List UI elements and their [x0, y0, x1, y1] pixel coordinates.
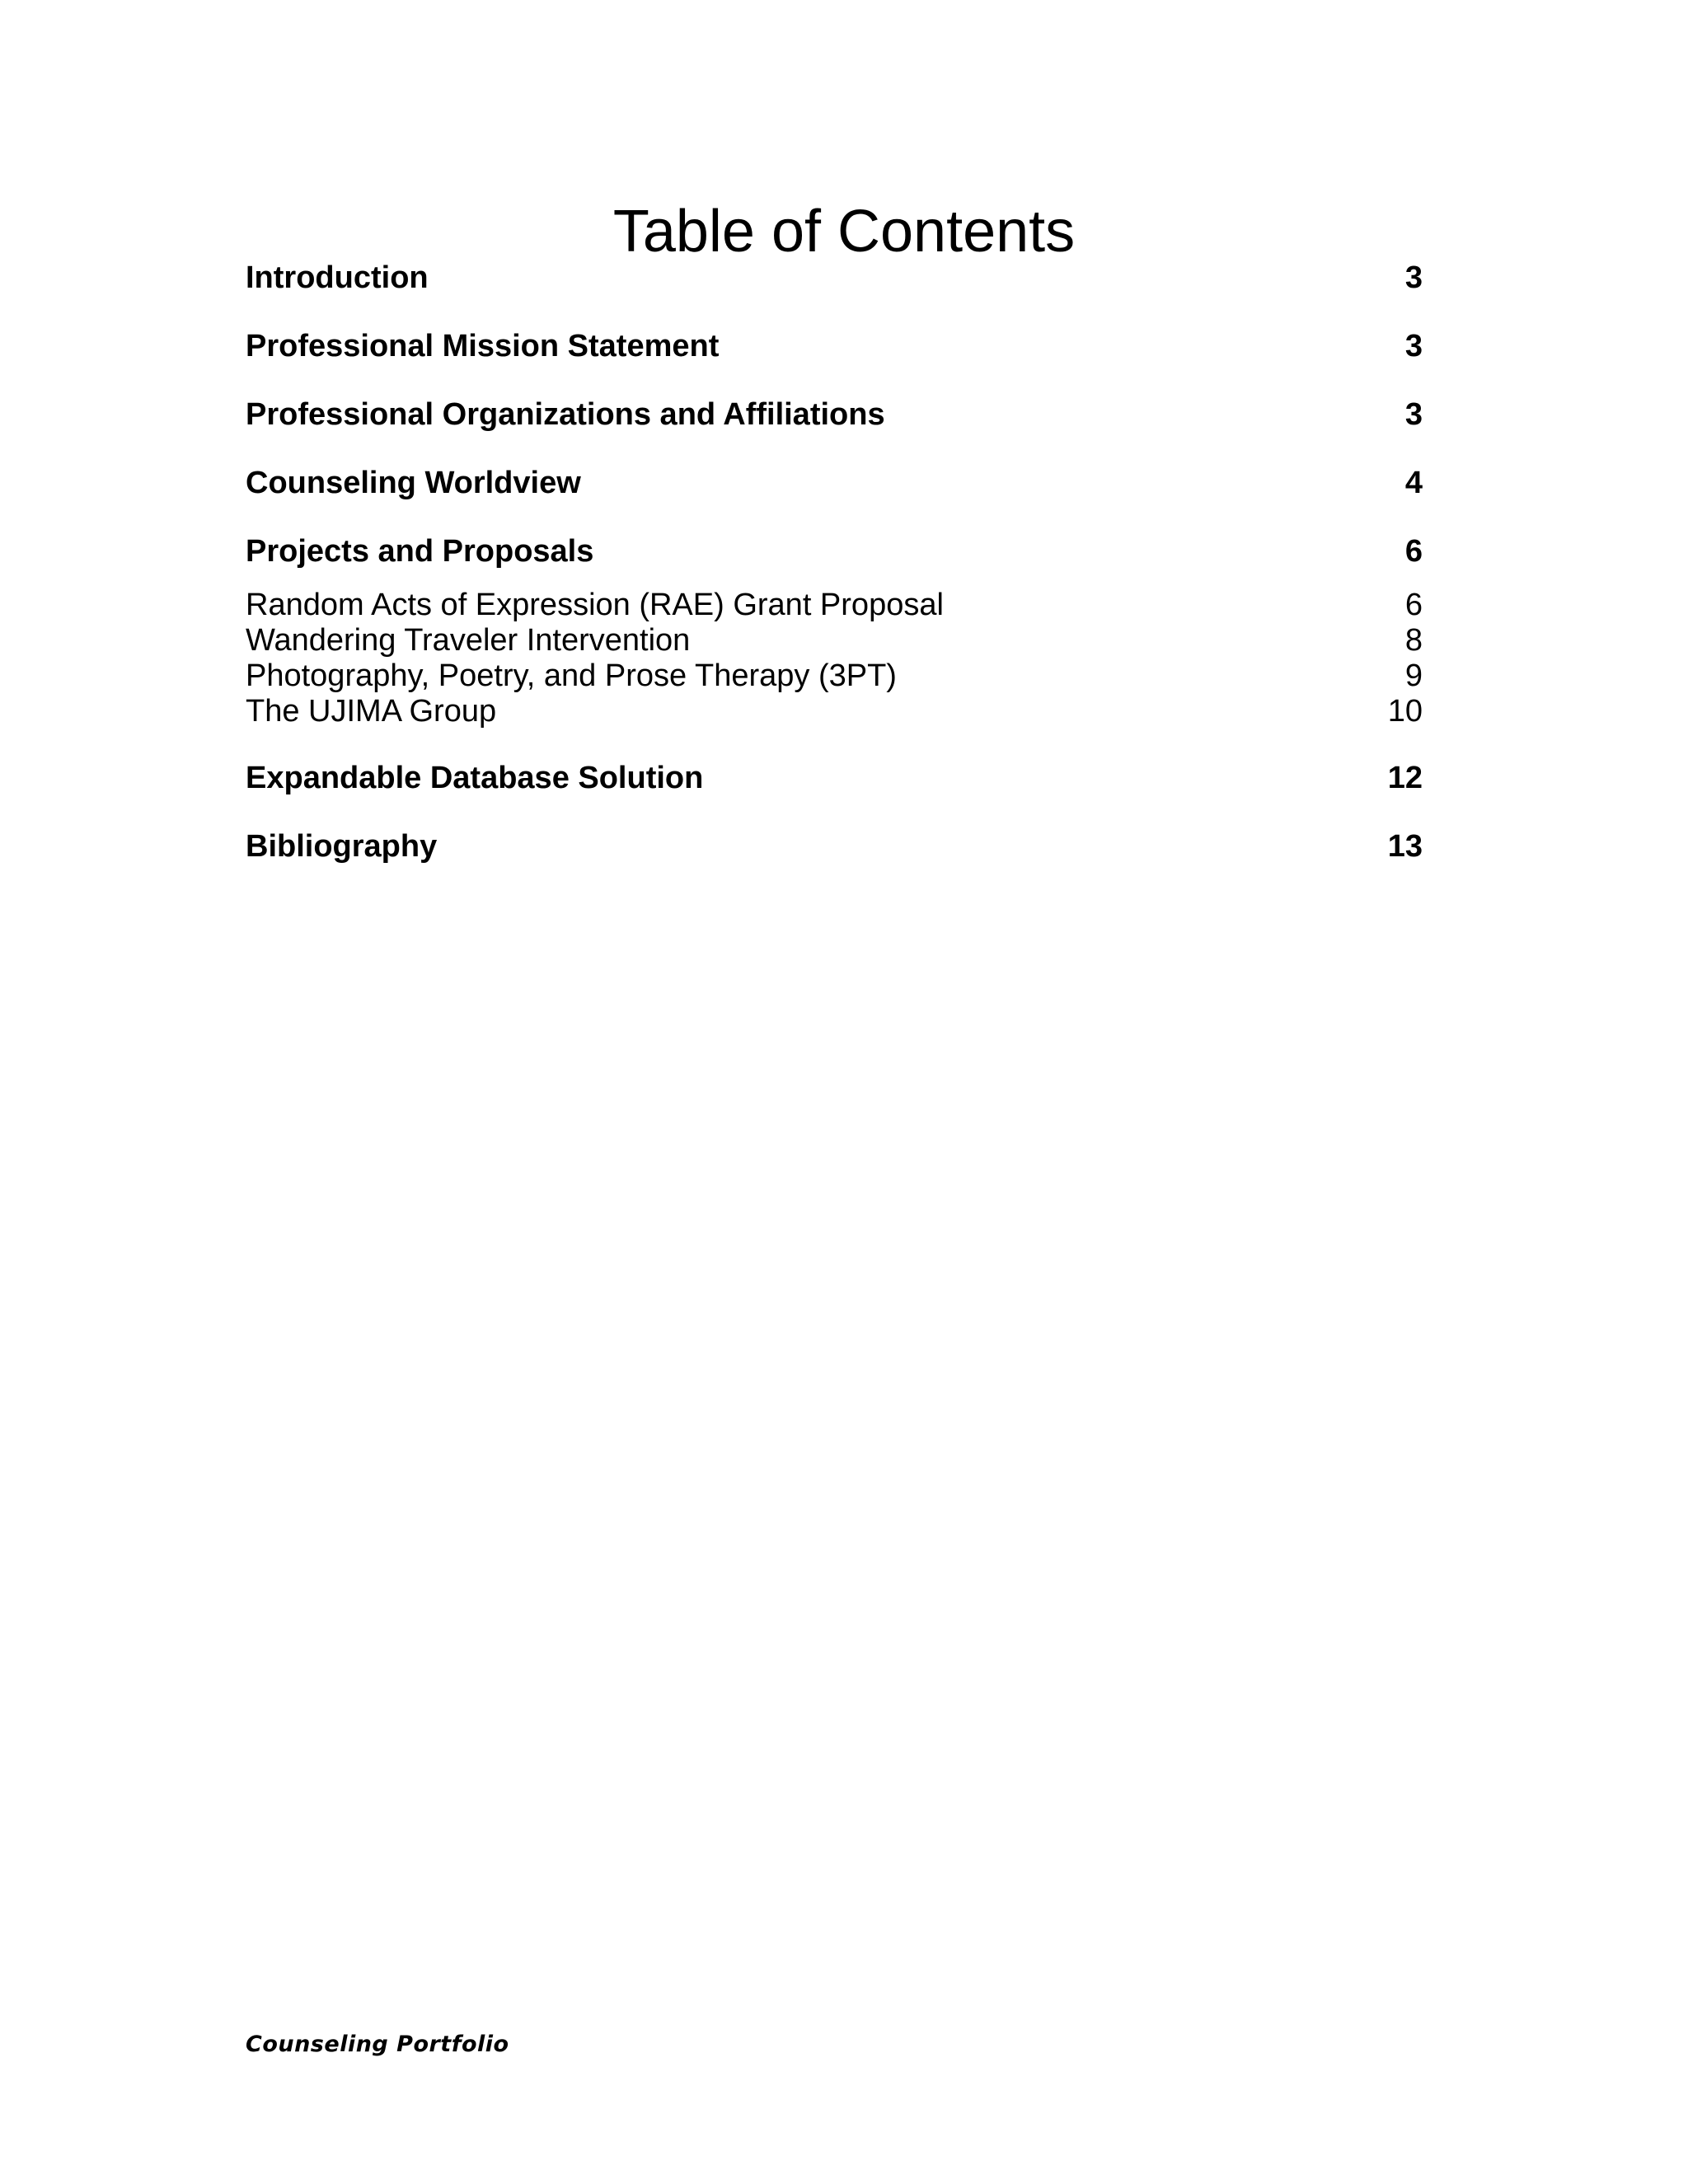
page-title: Table of Contents	[612, 199, 1076, 265]
toc-entry-page: 6	[1404, 588, 1423, 622]
toc-entry-label: Projects and Proposals	[246, 534, 594, 569]
toc-entry-page: 13	[1387, 829, 1423, 864]
toc-entry-page: 12	[1387, 761, 1423, 795]
toc-entry-professional-mission-statement[interactable]	[246, 329, 1423, 364]
toc-entry-page: 10	[1387, 694, 1423, 729]
toc-entry-page: 6	[1404, 534, 1423, 569]
toc-entry-label: Photography, Poetry, and Prose Therapy (3PT)	[246, 658, 897, 693]
page-footer: Counseling Portfolio	[246, 2032, 509, 2057]
toc-entry-introduction[interactable]	[246, 260, 1423, 296]
toc-entry-page: 3	[1404, 329, 1423, 363]
toc-entry-label: Wandering Traveler Intervention	[246, 623, 691, 658]
toc-entry-page: 4	[1404, 466, 1423, 500]
toc-entry-label: Random Acts of Expression (RAE) Grant Proposal	[246, 588, 944, 622]
toc-entry-projects-and-proposals[interactable]	[246, 534, 1423, 569]
toc-entry-label: Expandable Database Solution	[246, 761, 704, 795]
toc-subentry-wandering-traveler[interactable]	[246, 623, 1423, 658]
toc-entry-label: Professional Mission Statement	[246, 329, 720, 363]
toc-entry-expandable-database[interactable]	[246, 761, 1423, 796]
toc-subentry-ujima-group[interactable]	[246, 694, 1423, 729]
toc-entry-label: The UJIMA Group	[246, 694, 497, 729]
toc-entry-counseling-worldview[interactable]	[246, 466, 1423, 501]
toc-entry-bibliography[interactable]	[246, 829, 1423, 865]
toc-entry-professional-organizations[interactable]	[246, 397, 1423, 433]
toc-entry-label: Counseling Worldview	[246, 466, 581, 500]
toc-entry-page: 8	[1404, 623, 1423, 658]
toc-entry-label: Bibliography	[246, 829, 438, 864]
toc-subentry-rae-grant-proposal[interactable]	[246, 588, 1423, 623]
toc-entry-page: 3	[1404, 260, 1423, 295]
toc-entry-label: Professional Organizations and Affiliations	[246, 397, 885, 432]
toc-entry-label: Introduction	[246, 260, 429, 295]
toc-entry-page: 3	[1404, 397, 1423, 432]
toc-subentry-3pt[interactable]	[246, 658, 1423, 694]
table-of-contents	[246, 0, 1423, 989]
toc-entry-page: 9	[1404, 658, 1423, 693]
